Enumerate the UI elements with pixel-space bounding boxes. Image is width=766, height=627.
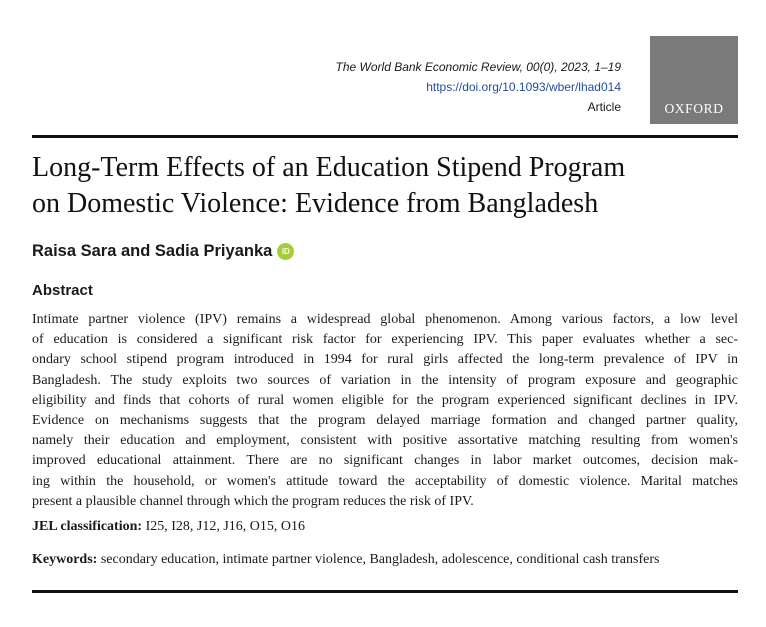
jel-codes: I25, I28, J12, J16, O15, O16 — [145, 519, 306, 534]
authors-text: Raisa Sara and Sadia Priyanka — [32, 242, 273, 260]
journal-citation: The World Bank Economic Review, 00(0), 2023, 1–19 — [335, 60, 621, 74]
abstract-line: eligibility and finds that cohorts of rural women eligible for the program experienced significant declines in IPV. — [32, 392, 738, 408]
keywords-label: Keywords: — [32, 552, 98, 567]
publisher-logo — [650, 36, 738, 124]
abstract-line: ondary school stipend program introduced in 1994 for rural girls affected the long-term prevalence of IPV in — [32, 352, 738, 368]
title-line: on Domestic Violence: Evidence from Bangladesh — [32, 188, 599, 219]
abstract-line: present a plausible channel through which the program reduces the risk of IPV. — [32, 493, 474, 509]
abstract-text — [32, 310, 738, 512]
author-list — [32, 242, 294, 261]
abstract-heading: Abstract — [32, 282, 93, 299]
paper-title — [32, 150, 738, 222]
keywords-list: secondary education, intimate partner violence, Bangladesh, adolescence, conditional cash transfers — [100, 552, 660, 567]
abstract-line: improved educational attainment. There are no significant changes in labor market outcomes, decision mak- — [32, 453, 738, 469]
publisher-logo-text: OXFORD — [664, 101, 724, 116]
citation-block — [336, 57, 621, 117]
keywords — [32, 552, 659, 568]
orcid-icon[interactable]: iD — [277, 243, 294, 260]
abstract-line: of education is considered a significant risk factor for experiencing IPV. This paper evaluates whether a sec- — [32, 332, 738, 348]
top-divider — [32, 135, 738, 138]
abstract-line: Intimate partner violence (IPV) remains a widespread global phenomenon. Among various factors, a low level — [32, 312, 738, 327]
abstract-line: Evidence on mechanisms suggests that the program delayed marriage formation and changed partner quality, — [32, 413, 738, 429]
abstract-line: namely their education and employment, consistent with positive assortative matching resulting from women's — [32, 433, 738, 449]
article-type: Article — [587, 100, 621, 114]
jel-classification — [32, 519, 305, 535]
abstract-line: ing within the household, or women's attitude toward the acceptability of domestic violence. Marital matches — [32, 473, 738, 489]
title-line: Long-Term Effects of an Education Stipend Program — [32, 152, 626, 183]
bottom-divider — [32, 590, 738, 593]
doi-link[interactable]: https://doi.org/10.1093/wber/lhad014 — [426, 80, 621, 94]
abstract-line: Bangladesh. The study exploits two sources of variation in the intensity of program exposure and geographic — [32, 372, 738, 388]
jel-label: JEL classification: — [32, 519, 143, 534]
